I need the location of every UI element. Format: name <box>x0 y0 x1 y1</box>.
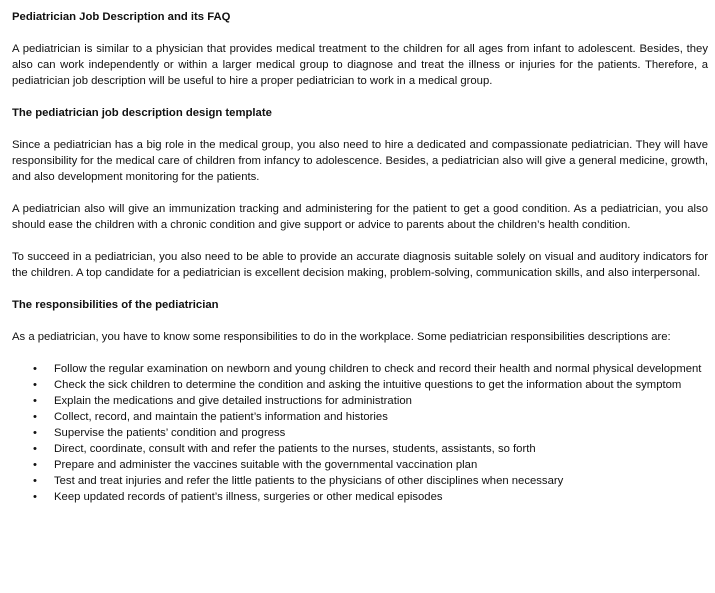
list-item <box>12 393 708 409</box>
list-item <box>12 409 708 425</box>
intro-paragraph: A pediatrician is similar to a physician that provides medical treatment to the children for all ages from infant to adolescent. Besides, they also can work independently or within a larger medical group to diagnose and treat the illness or injuries for the patients. Therefore, a pediatrician job description will be useful to hire a proper pediatrician to work in a medical group. <box>12 43 708 87</box>
template-paragraph-1: Since a pediatrician has a big role in the medical group, you also need to hire a dedicated and compassionate pediatrician. They will have responsibility for the medical care of children from infancy to adolescence. Besides, a pediatrician also will give a general medicine, growth, and also development monitoring for the patients. <box>12 139 708 183</box>
list-item <box>12 473 708 489</box>
responsibilities-intro: As a pediatrician, you have to know some responsibilities to do in the workplace. Some pediatrician responsibilities descriptions are: <box>12 331 671 343</box>
bullet-icon: • <box>33 491 37 503</box>
list-item-text: Test and treat injuries and refer the little patients to the physicians of other disciplines when necessary <box>54 475 564 487</box>
list-item-text: Check the sick children to determine the condition and asking the intuitive questions to get the information about the symptom <box>54 379 682 391</box>
list-item-text: Explain the medications and give detailed instructions for administration <box>54 395 412 407</box>
bullet-icon: • <box>33 459 37 471</box>
bullet-icon: • <box>33 443 37 455</box>
template-paragraph-3: To succeed in a pediatrician, you also need to be able to provide an accurate diagnosis suitable solely on visual and auditory indicators for the children. A top candidate for a pediatrician is excellent decision making, problem-solving, communication skills, and also interpersonal. <box>12 251 708 279</box>
bullet-icon: • <box>33 379 37 391</box>
section-heading-responsibilities: The responsibilities of the pediatrician <box>12 299 219 311</box>
list-item <box>12 457 708 473</box>
list-item <box>12 425 708 441</box>
bullet-icon: • <box>33 363 37 375</box>
template-paragraph-2: A pediatrician also will give an immunization tracking and administering for the patient to get a good condition. As a pediatrician, you also should ease the children with a chronic condition and give support or advice to parents about the children’s health condition. <box>12 203 708 231</box>
bullet-icon: • <box>33 411 37 423</box>
section-heading-template: The pediatrician job description design template <box>12 107 272 119</box>
document-title: Pediatrician Job Description and its FAQ <box>12 11 231 23</box>
list-item-text: Prepare and administer the vaccines suitable with the governmental vaccination plan <box>54 459 478 471</box>
list-item <box>12 377 708 393</box>
bullet-icon: • <box>33 427 37 439</box>
list-item-text: Keep updated records of patient’s illness, surgeries or other medical episodes <box>54 491 443 503</box>
list-item <box>12 489 708 505</box>
list-item-text: Collect, record, and maintain the patient’s information and histories <box>54 411 388 423</box>
responsibilities-list <box>12 361 708 505</box>
bullet-icon: • <box>33 395 37 407</box>
list-item-text: Follow the regular examination on newborn and young children to check and record their health and normal physical development <box>54 363 702 375</box>
list-item <box>12 361 708 377</box>
bullet-icon: • <box>33 475 37 487</box>
list-item <box>12 441 708 457</box>
list-item-text: Direct, coordinate, consult with and refer the patients to the nurses, students, assistants, so forth <box>54 443 536 455</box>
list-item-text: Supervise the patients’ condition and progress <box>54 427 286 439</box>
